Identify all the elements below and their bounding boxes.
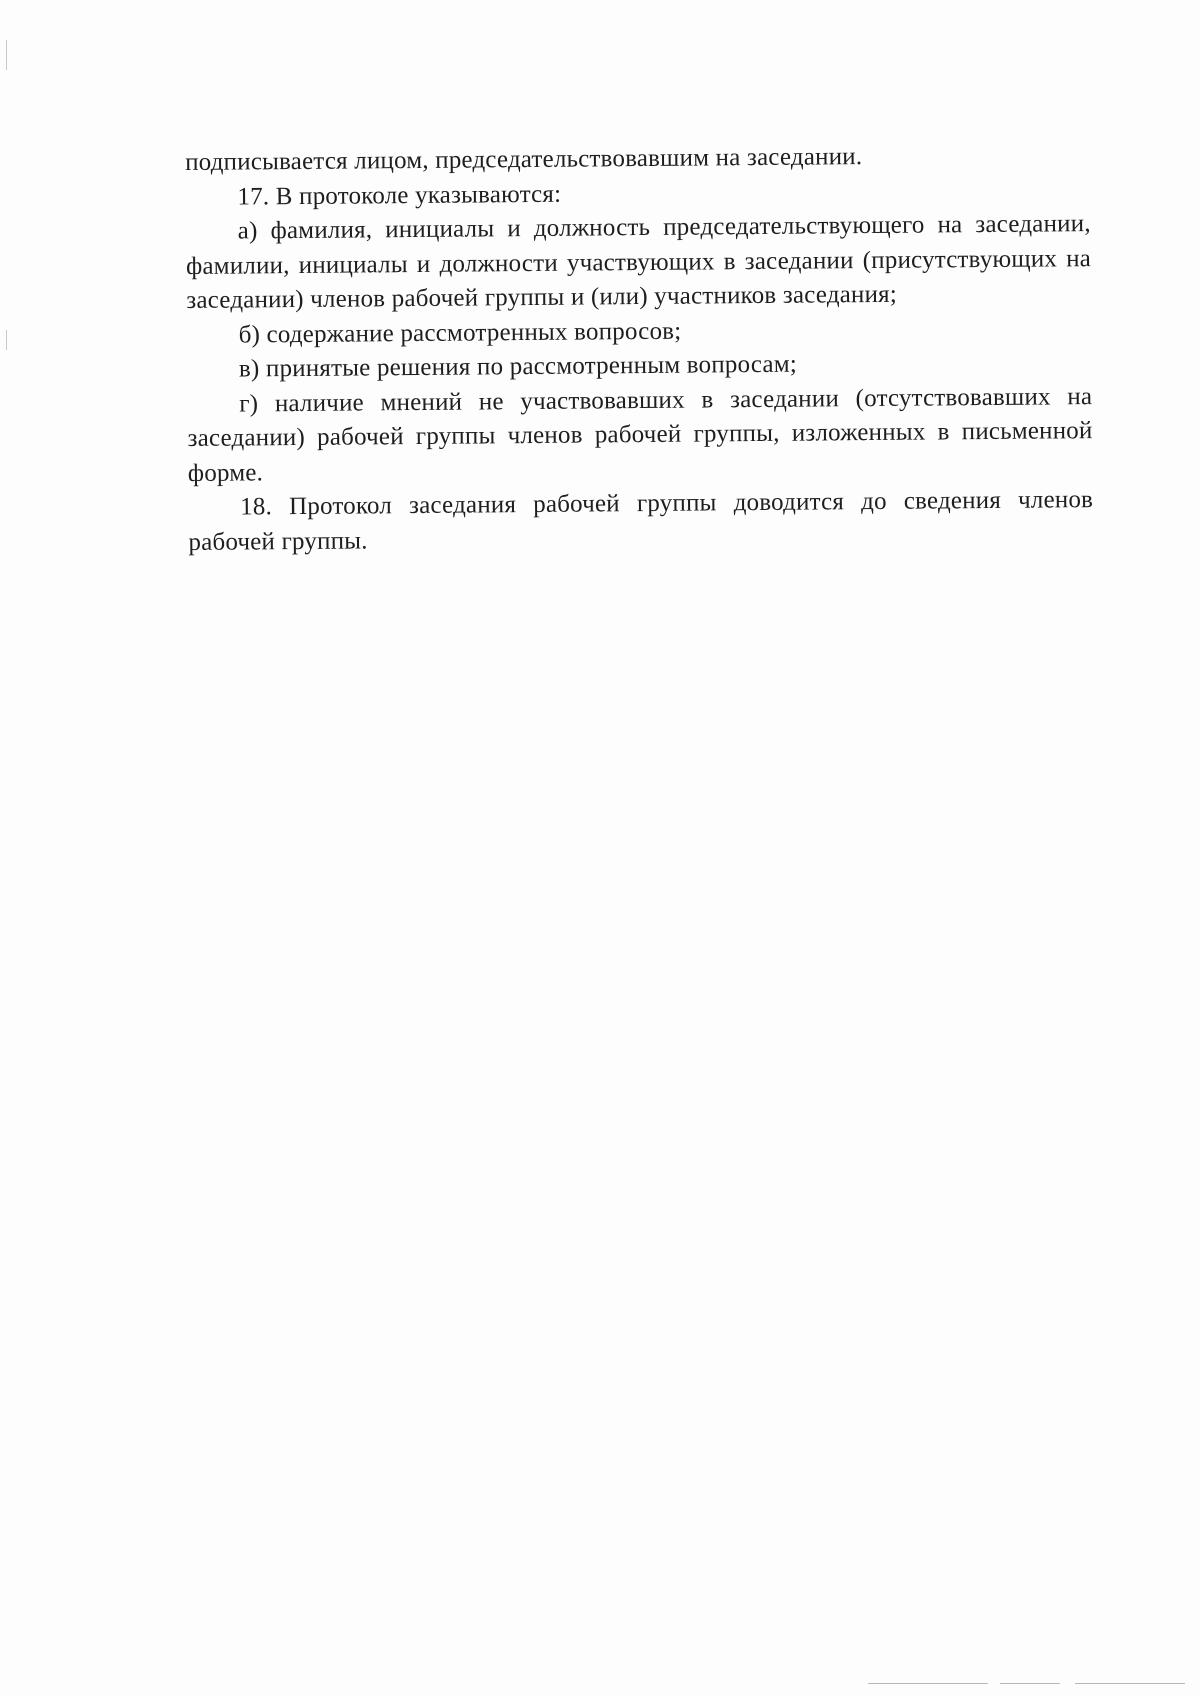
scan-edge-mark [6,40,7,70]
paragraph-item-17: 17. В протоколе указываются: [237,180,562,211]
scan-bottom-mark [868,1683,988,1684]
paragraph-continuation: подписывается лицом, председательствовавшим на заседании. [185,143,863,176]
document-body [185,138,1094,560]
scan-edge-mark [6,330,7,350]
paragraph-subitem-v: в) принятые решения по рассмотренным вопросам; [238,350,798,383]
paragraph-subitem-g: г) наличие мнений не участвовавших в заседании (отсутствовавших на заседании) рабочей группы членов рабочей группы, изложенных в письменной форме. [187,382,1093,487]
paragraph-item-18: 18. Протокол заседания рабочей группы доводится до сведения членов рабочей группы. [188,486,1094,556]
scan-bottom-mark [1000,1683,1060,1684]
scan-bottom-mark [1075,1683,1185,1684]
paragraph-subitem-b: б) содержание рассмотренных вопросов; [238,317,682,349]
paragraph-subitem-a: а) фамилия, инициалы и должность председательствующего на заседании, фамилии, инициалы и должности участвующих в заседании (присутствующих на заседании) членов рабочей группы и (или) участников заседания; [185,210,1092,314]
